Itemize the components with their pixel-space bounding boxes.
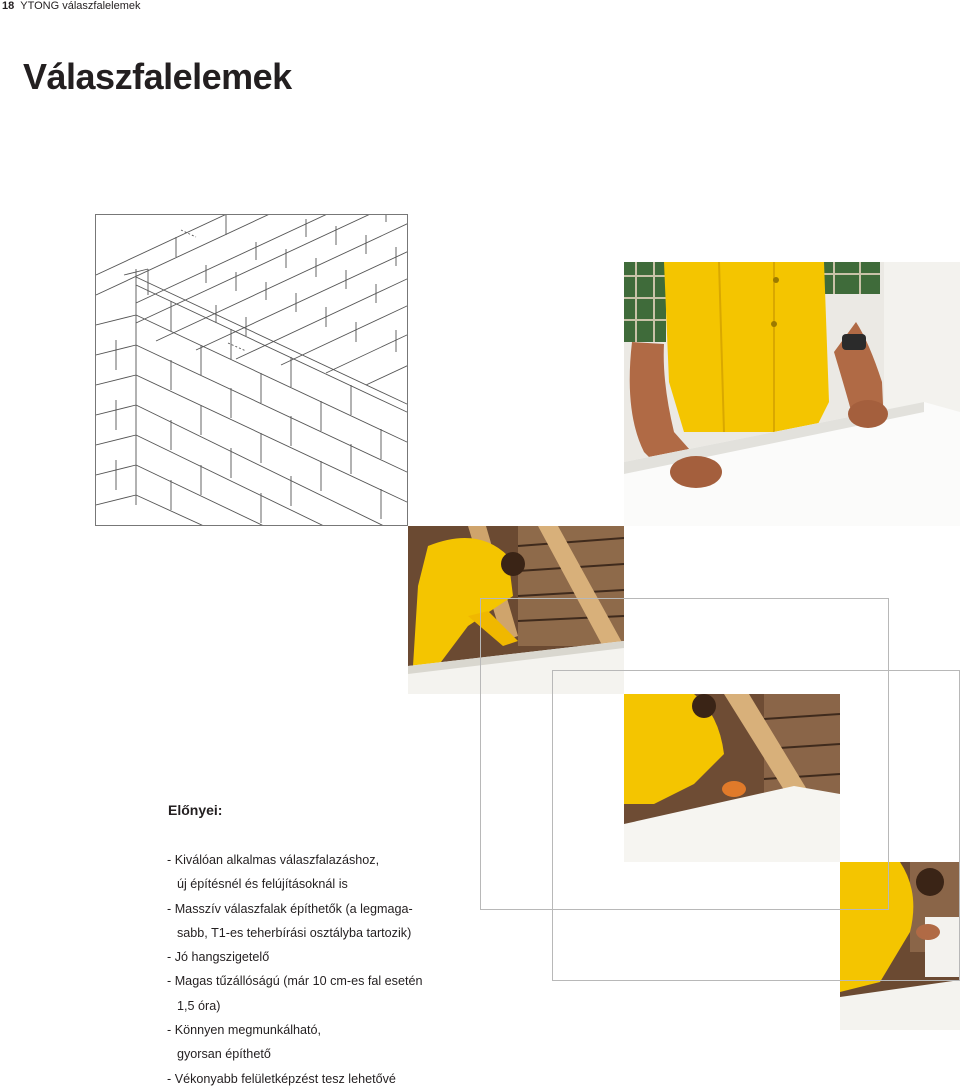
list-item-line-continued: gyorsan építhető <box>177 1047 271 1062</box>
list-item <box>167 969 423 1018</box>
list-item-line: - Vékonyabb felületképzést tesz lehetővé <box>167 1071 396 1086</box>
list-item <box>167 897 423 946</box>
list-item-line: - Masszív válaszfalak építhetők (a legmaga- <box>167 901 413 916</box>
list-item-line-continued: új építésnél és felújításoknál is <box>177 877 348 892</box>
page-title: Válaszfalelemek <box>23 56 292 97</box>
advantages-list <box>167 848 423 1091</box>
list-item <box>167 1067 423 1091</box>
worker-in-attic-photo <box>408 526 624 694</box>
list-item <box>167 945 423 969</box>
list-item-line-continued: 1,5 óra) <box>177 998 221 1013</box>
list-item-line: - Magas tűzállóságú (már 10 cm-es fal esetén <box>167 974 423 989</box>
worker-shaping-photo <box>624 694 840 862</box>
section-name: YTONG válaszfalelemek <box>20 0 141 12</box>
worker-with-panel-photo <box>624 262 960 526</box>
worker-closeup-photo <box>840 862 960 1030</box>
advantages-heading: Előnyei: <box>168 802 223 818</box>
list-item-line: - Könnyen megmunkálható, <box>167 1023 322 1038</box>
list-item-line: - Kiválóan alkalmas válaszfalazáshoz, <box>167 853 380 867</box>
list-item-line-continued: sabb, T1-es teherbírási osztályba tartozik) <box>177 925 412 940</box>
wall-junction-drawing <box>95 214 408 526</box>
list-item <box>167 1018 423 1067</box>
running-header <box>2 0 140 12</box>
page-number: 18 <box>2 0 15 12</box>
list-item <box>167 848 423 897</box>
list-item-line: - Jó hangszigetelő <box>167 950 270 965</box>
